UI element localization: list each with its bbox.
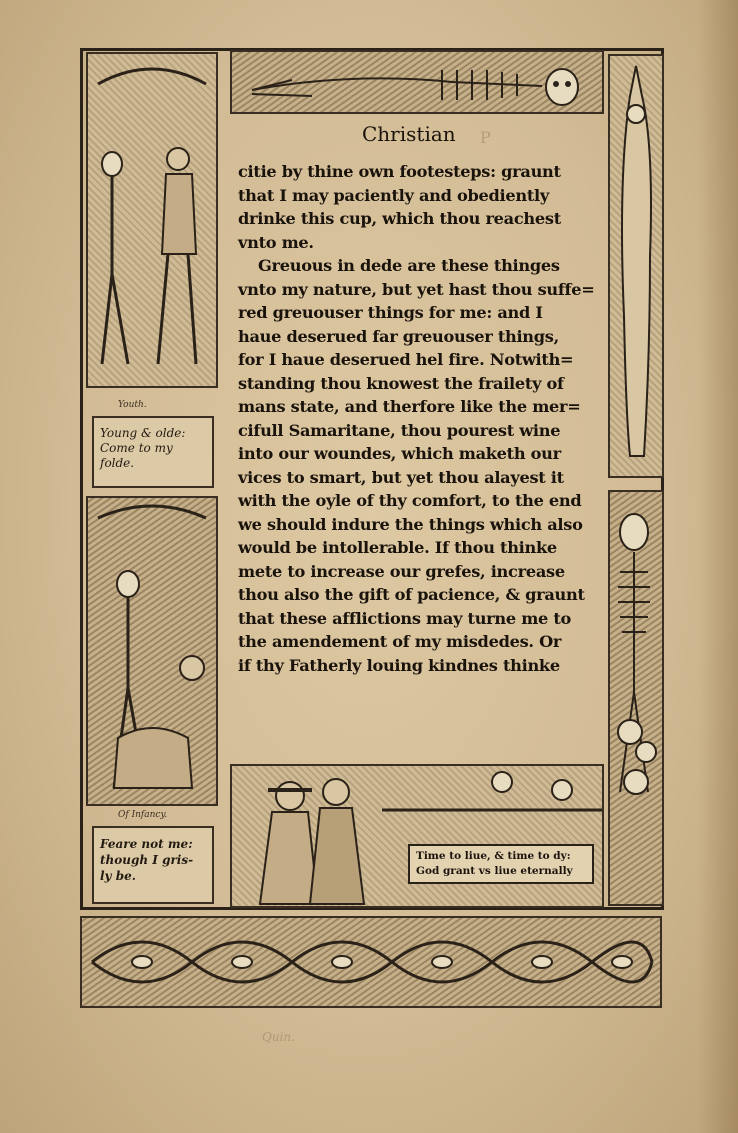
shrouded-body-icon — [610, 56, 662, 476]
motto-line: God grant vs liue eternally — [416, 865, 573, 877]
bottom-couple-woodcut — [230, 764, 604, 908]
text-line: for I haue deserued hel fire. Notwith= — [238, 350, 574, 369]
text-line: Greuous in dede are these thinges — [258, 256, 560, 275]
skeleton-figure-icon — [610, 492, 662, 904]
spine-shadow — [698, 0, 738, 1133]
running-head: Christian — [362, 122, 456, 146]
text-line: would be intollerable. If thou thinke — [238, 538, 557, 557]
text-line: drinke this cup, which thou reachest — [238, 209, 561, 228]
left-infancy-woodcut — [86, 496, 218, 806]
death-and-infant-figures-icon — [88, 498, 216, 804]
left-youth-woodcut — [86, 52, 218, 388]
infancy-verse-box — [92, 826, 214, 904]
infancy-caption: Of Infancy. — [118, 810, 168, 820]
right-shrouded-figure-woodcut — [608, 54, 664, 478]
motto-line: Time to liue, & time to dy: — [416, 850, 571, 862]
text-line: that these afflictions may turne me to — [238, 608, 572, 628]
text-line: standing thou knowest the frailety of — [238, 373, 564, 393]
text-line: red greuouser things for me: and I — [238, 303, 543, 322]
top-skeleton-woodcut — [230, 50, 604, 114]
youth-caption: Youth. — [118, 400, 147, 410]
bleed-through-text: P — [480, 128, 491, 147]
text-line: vnto me. — [238, 232, 314, 252]
text-line: citie by thine own footesteps: graunt — [238, 162, 561, 181]
text-line: vnto my nature, but yet hast thou suffe= — [238, 279, 595, 299]
death-and-youth-figures-icon — [88, 54, 216, 386]
text-line: that I may paciently and obediently — [238, 185, 549, 205]
text-line: we should indure the things which also — [238, 514, 583, 534]
verse-line: folde. — [100, 456, 135, 470]
text-line: into our woundes, which maketh our — [238, 444, 561, 463]
bleed-through-text: Quin. — [262, 1030, 295, 1044]
text-line: vices to smart, but yet thou alayest it — [238, 467, 564, 487]
text-line: mans state, and therfore like the mer= — [238, 397, 581, 416]
text-line: mete to increase our grefes, increase — [238, 561, 565, 581]
text-line: thou also the gift of pacience, & graunt — [238, 585, 585, 604]
text-line: the amendement of my misdedes. Or — [238, 632, 562, 651]
verse-line: though I gris- — [100, 853, 194, 867]
right-skeleton-woodcut — [608, 490, 664, 906]
motto-plaque — [408, 844, 594, 884]
text-line: cifull Samaritane, thou pourest wine — [238, 420, 561, 440]
body-text — [238, 160, 602, 740]
skeleton-figure-icon — [232, 52, 602, 112]
verse-line: ly be. — [100, 869, 136, 883]
verse-line: Young & olde: — [100, 426, 186, 440]
couple-and-skeletons-icon — [232, 766, 602, 906]
verse-line: Feare not me: — [100, 837, 193, 851]
text-line: if thy Fatherly louing kindnes thinke — [238, 655, 560, 675]
verse-line: Come to my — [100, 441, 173, 455]
text-line: haue deserued far greuouser things, — [238, 326, 559, 346]
youth-verse-box — [92, 416, 214, 488]
text-line: with the oyle of thy comfort, to the end — [238, 491, 582, 510]
bottom-foliage-ornament — [80, 916, 662, 1008]
vine-scroll-ornament-icon — [82, 918, 660, 1006]
